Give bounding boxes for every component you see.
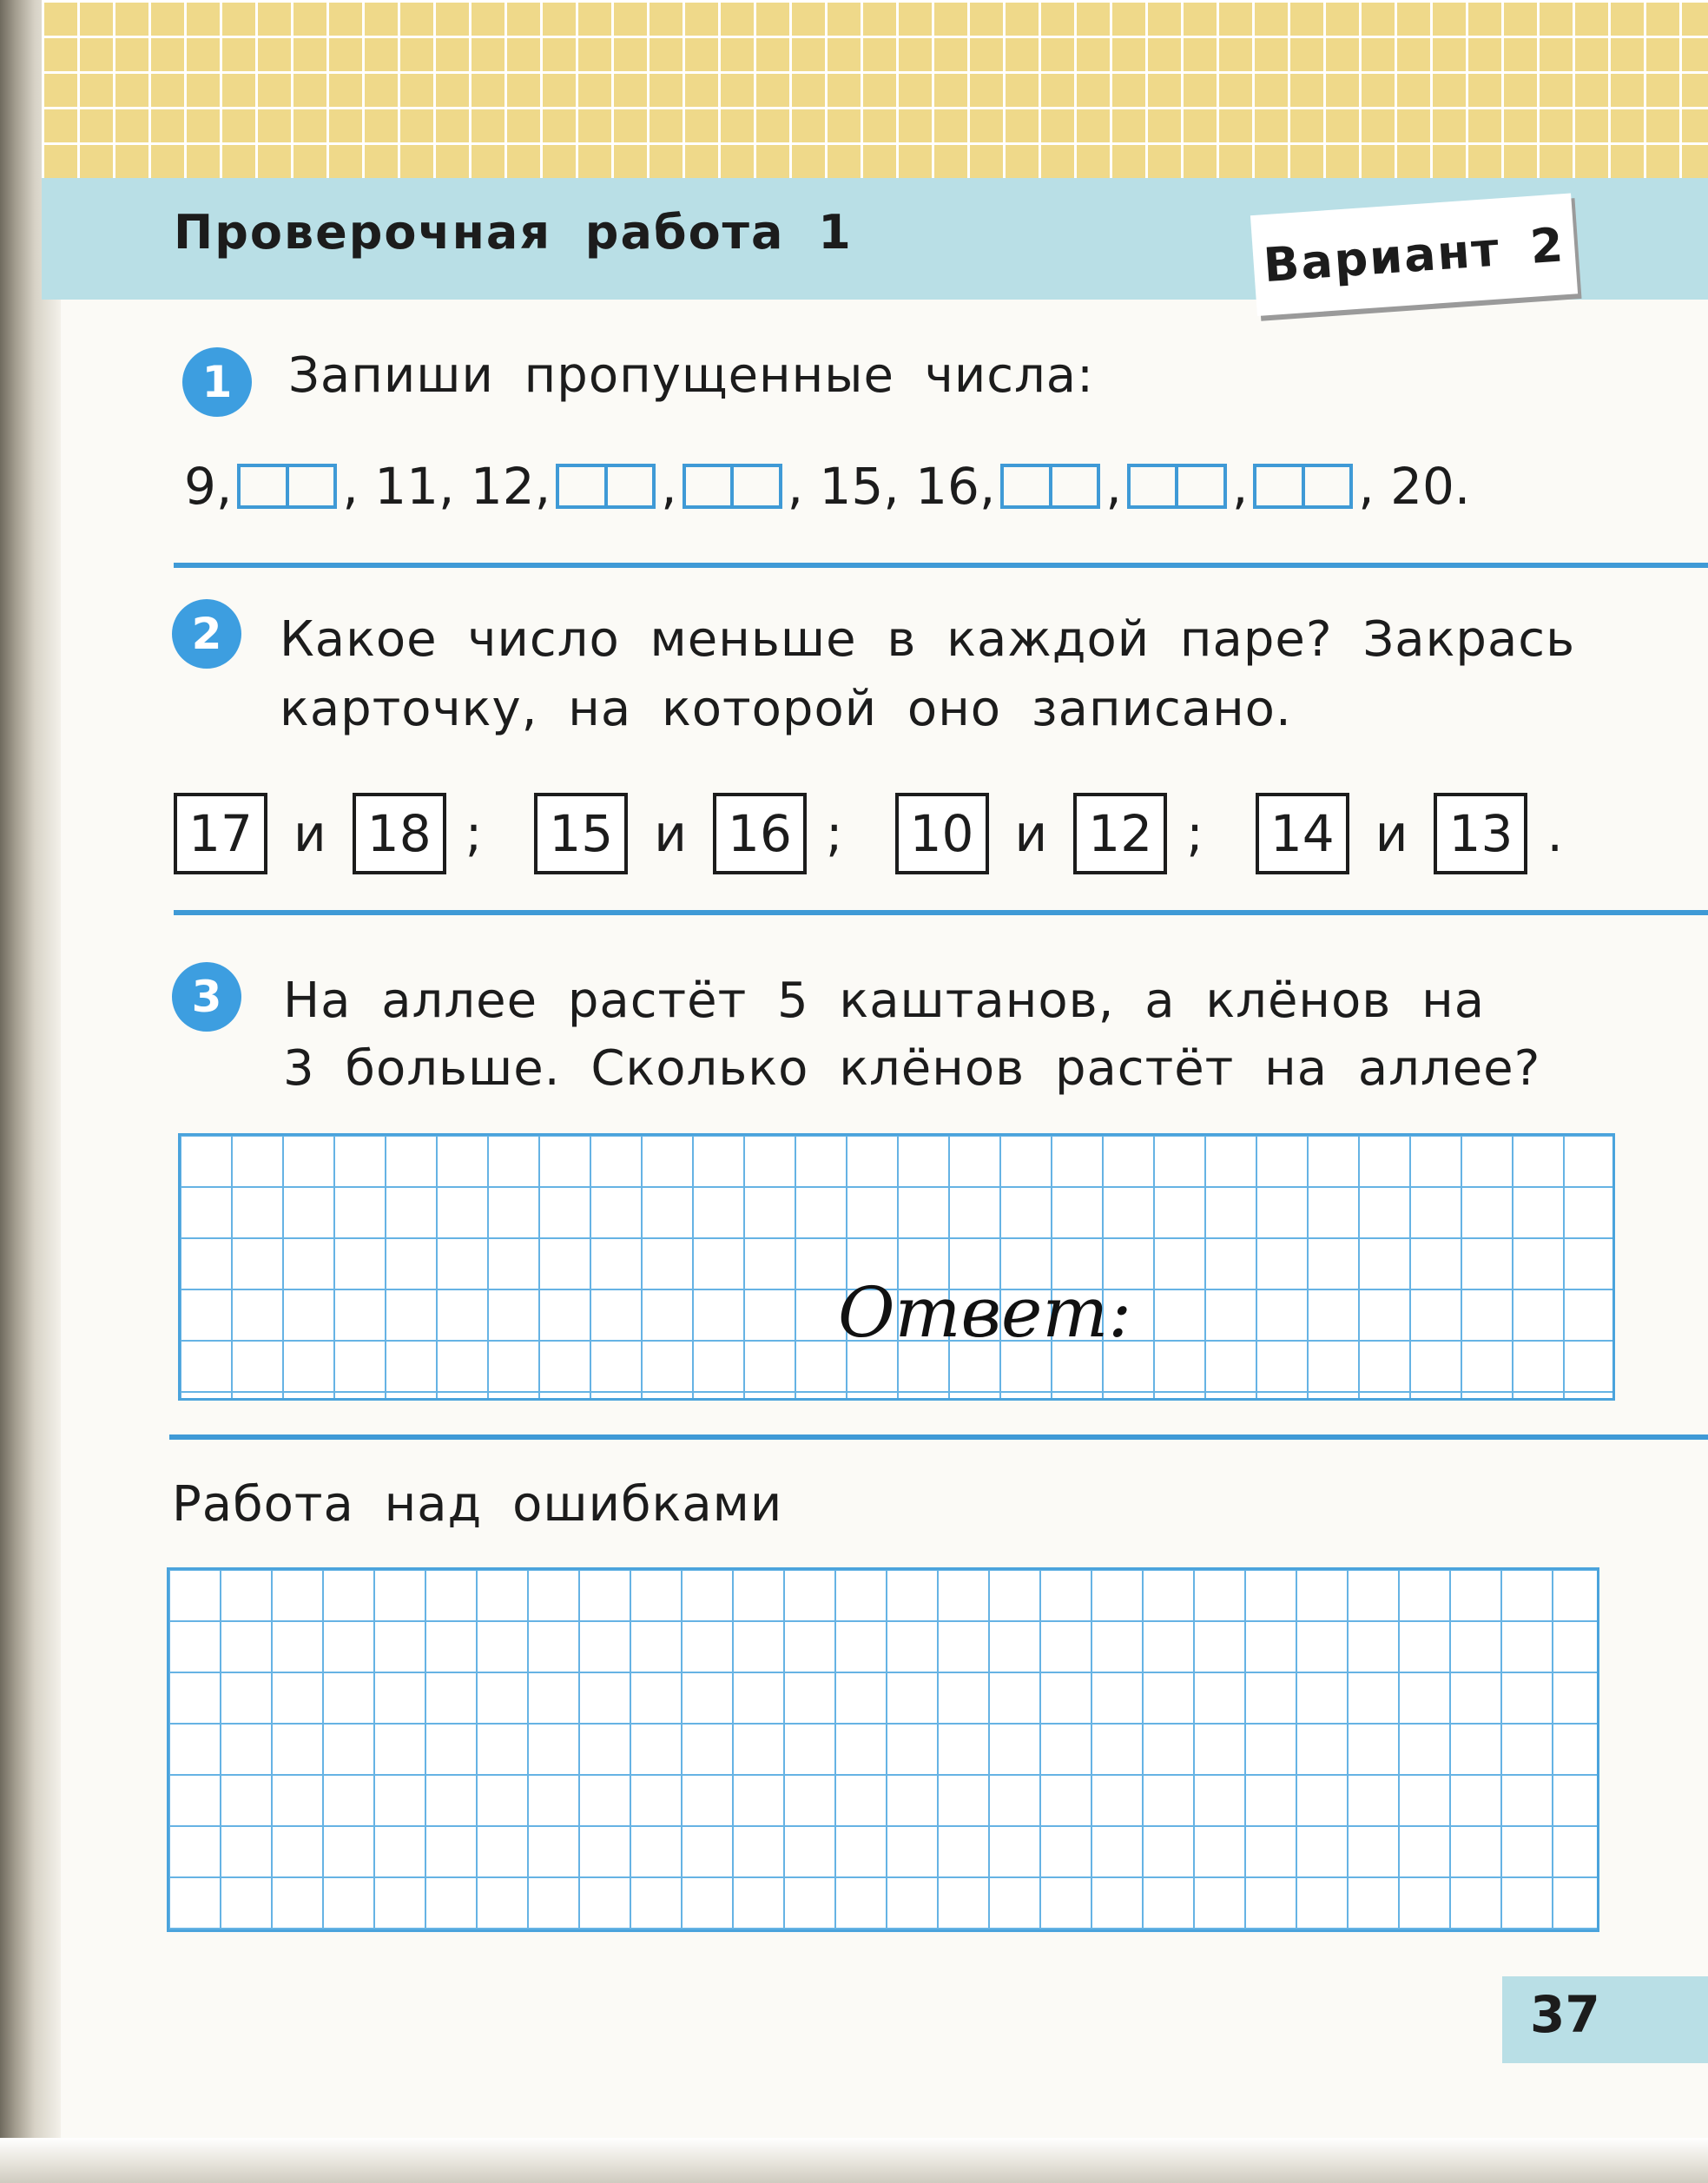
number-card[interactable]: 15: [534, 793, 628, 874]
sequence-text: , 11, 12,: [342, 457, 551, 516]
error-work-grid[interactable]: [167, 1567, 1599, 1932]
answer-blank[interactable]: [683, 464, 782, 509]
sequence-text: , 15, 16,: [787, 457, 996, 516]
answer-blank[interactable]: [1000, 464, 1100, 509]
number-sequence: [184, 452, 1573, 521]
answer-blank[interactable]: [1253, 464, 1353, 509]
separator: .: [1546, 804, 1563, 863]
section-divider: [174, 910, 1708, 915]
number-card-pairs: [174, 786, 1615, 881]
conjunction-text: и: [1014, 804, 1048, 863]
task-2-text-line-1: Какое число меньше в каждой паре? Закрась: [280, 611, 1576, 668]
number-card[interactable]: 14: [1256, 793, 1349, 874]
sequence-text: ,: [1231, 457, 1249, 516]
solution-grid[interactable]: [178, 1133, 1615, 1401]
errors-section-title: Работа над ошибками: [172, 1476, 783, 1533]
number-card[interactable]: 16: [713, 793, 807, 874]
task-3-number-badge: 3: [172, 962, 241, 1032]
answer-blank[interactable]: [556, 464, 656, 509]
variant-label: Вариант 2: [1250, 193, 1578, 316]
task-1-text: Запиши пропущенные числа:: [288, 347, 1094, 404]
conjunction-text: и: [293, 804, 326, 863]
page-bottom-shadow: [0, 2138, 1708, 2183]
task-3-text-line-1: На аллее растёт 5 каштанов, а клёнов на: [283, 973, 1486, 1029]
page-title: Проверочная работа 1: [174, 205, 853, 260]
page-number: 37: [1530, 1985, 1600, 2044]
section-divider: [169, 1434, 1708, 1440]
answer-blank[interactable]: [1127, 464, 1227, 509]
sequence-text: 9,: [184, 457, 233, 516]
book-spine-shadow: [0, 0, 61, 2183]
sequence-text: , 20.: [1358, 457, 1471, 516]
decorative-grid-header: [42, 0, 1708, 182]
separator: ;: [1186, 804, 1204, 863]
task-2-text-line-2: карточку, на которой оно записано.: [280, 681, 1292, 737]
task-1-number-badge: 1: [182, 347, 252, 417]
sequence-text: ,: [661, 457, 677, 516]
separator: ;: [465, 804, 483, 863]
task-3-text-line-2: 3 больше. Сколько клёнов растёт на аллее?: [283, 1040, 1541, 1097]
section-divider: [174, 563, 1708, 568]
conjunction-text: и: [654, 804, 687, 863]
separator: ;: [825, 804, 843, 863]
number-card[interactable]: 10: [895, 793, 989, 874]
sequence-text: ,: [1105, 457, 1122, 516]
task-2-number-badge: 2: [172, 599, 241, 669]
answer-blank[interactable]: [237, 464, 337, 509]
number-card[interactable]: 17: [174, 793, 267, 874]
answer-label: Ответ:: [838, 1272, 1132, 1353]
number-card[interactable]: 12: [1073, 793, 1167, 874]
conjunction-text: и: [1375, 804, 1408, 863]
number-card[interactable]: 18: [353, 793, 446, 874]
number-card[interactable]: 13: [1434, 793, 1527, 874]
